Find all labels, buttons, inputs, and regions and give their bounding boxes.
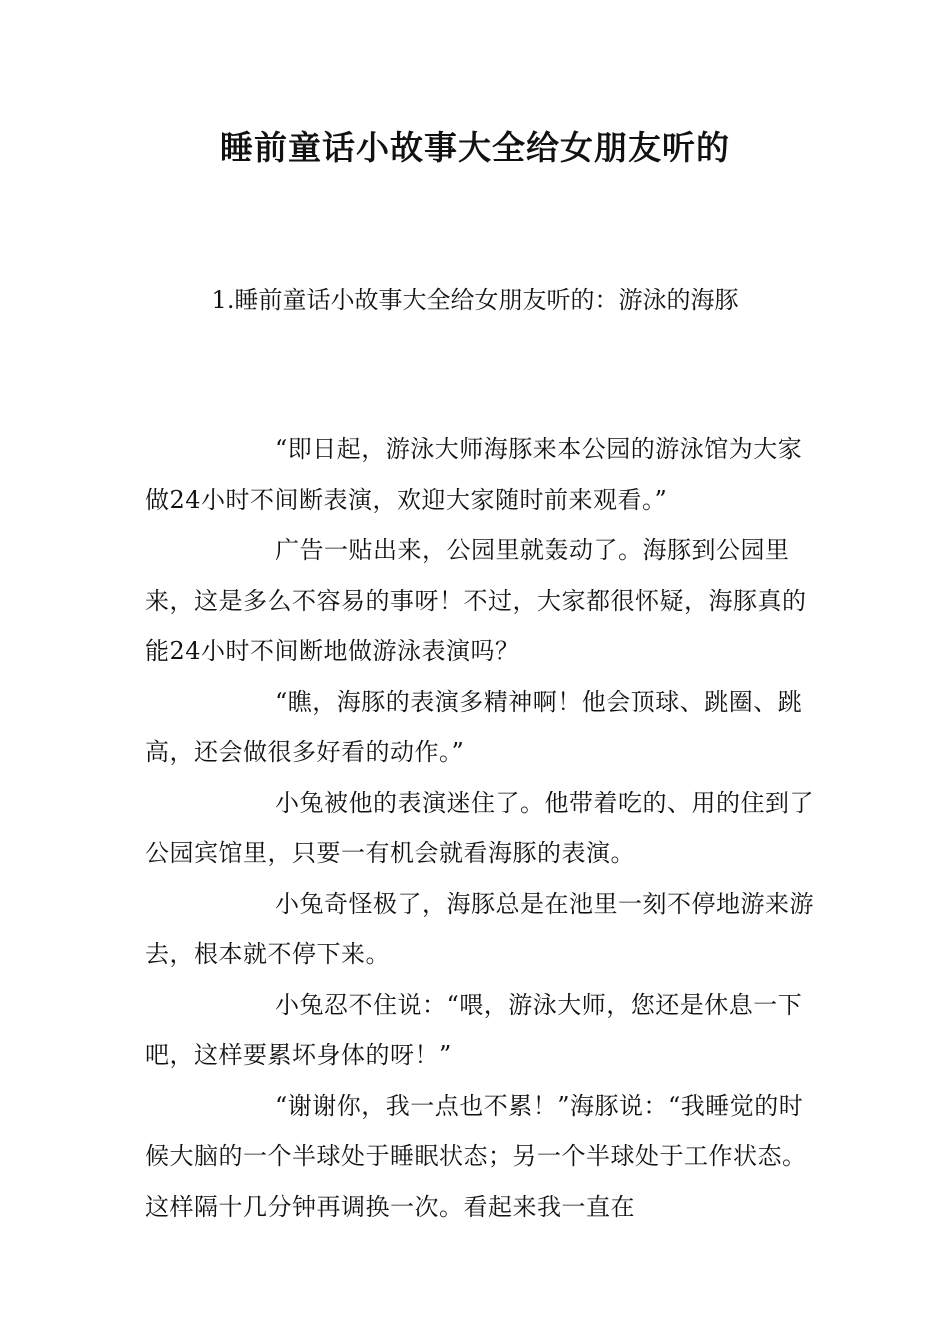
- story-body: [145, 424, 825, 1232]
- section-heading: 1.睡前童话小故事大全给女朋友听的：游泳的海豚: [211, 286, 739, 314]
- document-title: 睡前童话小故事大全给女朋友听的: [220, 128, 730, 167]
- paragraph: 广告一贴出来，公园里就轰动了。海豚到公园里来，这是多么不容易的事呀！不过，大家都很怀疑，海豚真的能24小时不间断地做游泳表演吗？: [145, 536, 807, 665]
- paragraph: 小兔奇怪极了，海豚总是在池里一刻不停地游来游去，根本就不停下来。: [145, 889, 814, 968]
- paragraph: “即日起，游泳大师海豚来本公园的游泳馆为大家做24小时不间断表演，欢迎大家随时前来观看。”: [145, 435, 803, 514]
- paragraph: 小兔被他的表演迷住了。他带着吃的、用的住到了公园宾馆里，只要一有机会就看海豚的表演。: [145, 788, 814, 867]
- paragraph: “谢谢你，我一点也不累！”海豚说：“我睡觉的时候大脑的一个半球处于睡眠状态；另一个半球处于工作状态。这样隔十几分钟再调换一次。看起来我一直在: [145, 1091, 807, 1221]
- paragraph: 小兔忍不住说：“喂，游泳大师，您还是休息一下吧，这样要累坏身体的呀！”: [145, 990, 803, 1069]
- paragraph: “瞧，海豚的表演多精神啊！他会顶球、跳圈、跳高，还会做很多好看的动作。”: [145, 687, 803, 766]
